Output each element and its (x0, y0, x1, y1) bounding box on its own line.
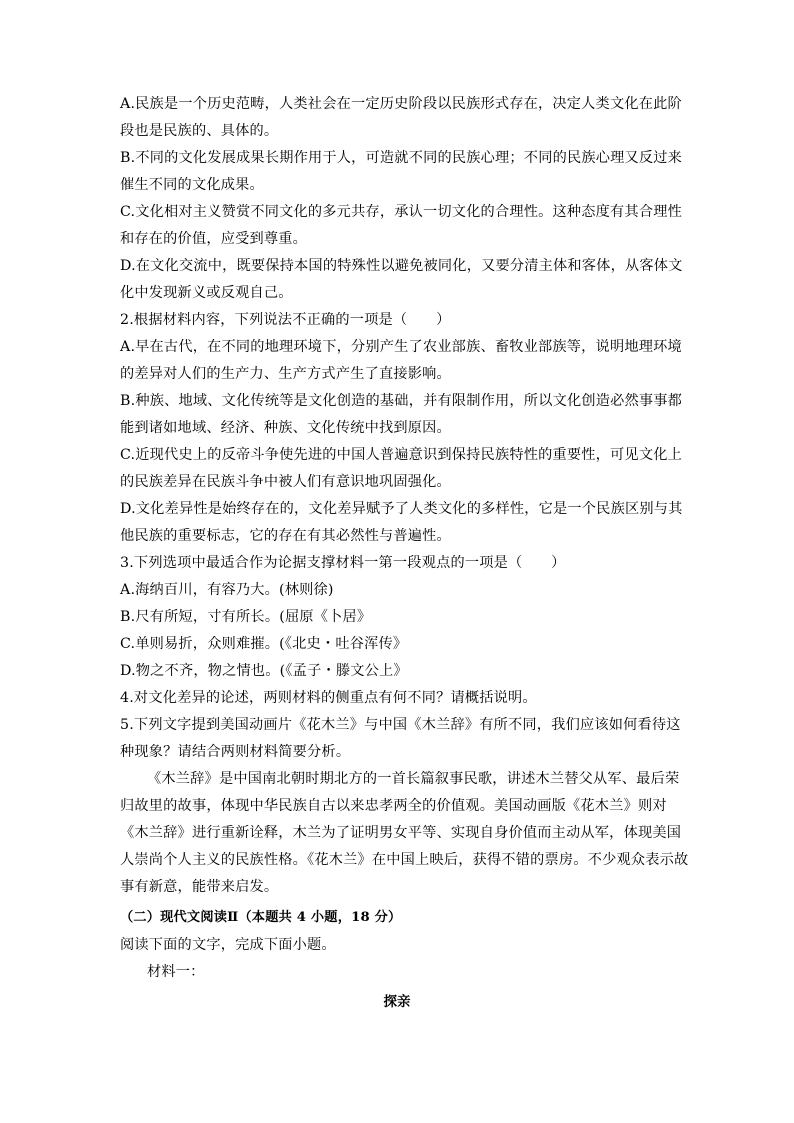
section-2-instruction: 阅读下面的文字，完成下面小题。 (120, 937, 336, 953)
q2-option-b-line-2: 能到诸如地域、经济、种族、文化传统中找到原因。 (120, 420, 451, 436)
q2-option-d-line-2: 他民族的重要标志，它的存在有其必然性与普遍性。 (120, 528, 451, 544)
material-one-label: 材料一： (147, 964, 205, 980)
q3-option-b: B.尺有所短，寸有所长。(屈原《卜居》 (120, 609, 372, 625)
q1-option-b-line-2: 催生不同的文化成果。 (120, 177, 264, 193)
section-2-heading: （二）现代文阅读Ⅱ（本题共 4 小题，18 分） (120, 910, 402, 925)
q3-stem: 3.下列选项中最适合作为论据支撑材料一第一段观点的一项是（ ） (120, 555, 566, 571)
q2-option-b-line-1: B.种族、地域、文化传统等是文化创造的基础，并有限制作用，所以文化创造必然事事都 (120, 393, 683, 409)
q5-passage-line-5: 事有新意，能带来启发。 (120, 879, 279, 895)
q2-option-c-line-2: 的民族差异在民族斗争中被人们有意识地巩固强化。 (120, 474, 451, 490)
q1-option-a-line-2: 段也是民族的、具体的。 (120, 123, 279, 139)
q5-stem-line-1: 5.下列文字提到美国动画片《花木兰》与中国《木兰辞》有所不同，我们应该如何看待这 (120, 717, 681, 733)
q2-option-d-line-1: D.文化差异性是始终存在的，文化差异赋予了人类文化的多样性，它是一个民族区别与其 (120, 501, 683, 517)
q2-option-a-line-1: A.早在古代，在不同的地理环境下，分别产生了农业部族、畜牧业部族等，说明地理环境 (120, 339, 682, 355)
q3-option-c: C.单则易折，众则难摧。(《北史・吐谷浑传》 (120, 636, 408, 652)
q1-option-a-line-1: A.民族是一个历史范畴，人类社会在一定历史阶段以民族形式存在，决定人类文化在此阶 (120, 96, 682, 112)
q5-passage-line-4: 人崇尚个人主义的民族性格。《花木兰》在中国上映后，获得不错的票房。不少观众表示故 (120, 852, 689, 868)
q1-option-c-line-2: 和存在的价值，应受到尊重。 (120, 231, 308, 247)
q2-option-c-line-1: C.近现代史上的反帝斗争使先进的中国人普遍意识到保持民族特性的重要性，可见文化上 (120, 447, 682, 463)
q2-option-a-line-2: 的差异对人们的生产力、生产方式产生了直接影响。 (120, 366, 451, 382)
q3-option-d: D.物之不齐，物之情也。(《孟子・滕文公上》 (120, 663, 408, 679)
q2-stem: 2.根据材料内容，下列说法不正确的一项是（ ） (120, 312, 451, 328)
q3-option-a: A.海纳百川，有容乃大。(林则徐) (120, 582, 334, 598)
q1-option-b-line-1: B.不同的文化发展成果长期作用于人，可造就不同的民族心理；不同的民族心理又反过来 (120, 150, 683, 166)
q5-stem-line-2: 种现象？请结合两则材料简要分析。 (120, 744, 351, 760)
q1-option-d-line-2: 化中发现新义或反观自己。 (120, 285, 293, 301)
story-title: 探亲 (383, 994, 411, 1010)
q1-option-d-line-1: D.在文化交流中，既要保持本国的特殊性以避免被同化，又要分清主体和客体，从客体文 (120, 258, 683, 274)
q1-option-c-line-1: C.文化相对主义赞赏不同文化的多元共存，承认一切文化的合理性。这种态度有其合理性 (120, 204, 682, 220)
q5-passage-line-1: 《木兰辞》是中国南北朝时期北方的一首长篇叙事民歌，讲述木兰替父从军、最后荣 (147, 771, 680, 787)
q5-passage-line-2: 归故里的故事，体现中华民族自古以来忠孝两全的价值观。美国动画版《花木兰》则对 (120, 798, 667, 814)
q4-stem: 4.对文化差异的论述，两则材料的侧重点有何不同？请概括说明。 (120, 690, 537, 706)
q5-passage-line-3: 《木兰辞》进行重新诠释，木兰为了证明男女平等、实现自身价值而主动从军，体现美国 (120, 825, 682, 841)
